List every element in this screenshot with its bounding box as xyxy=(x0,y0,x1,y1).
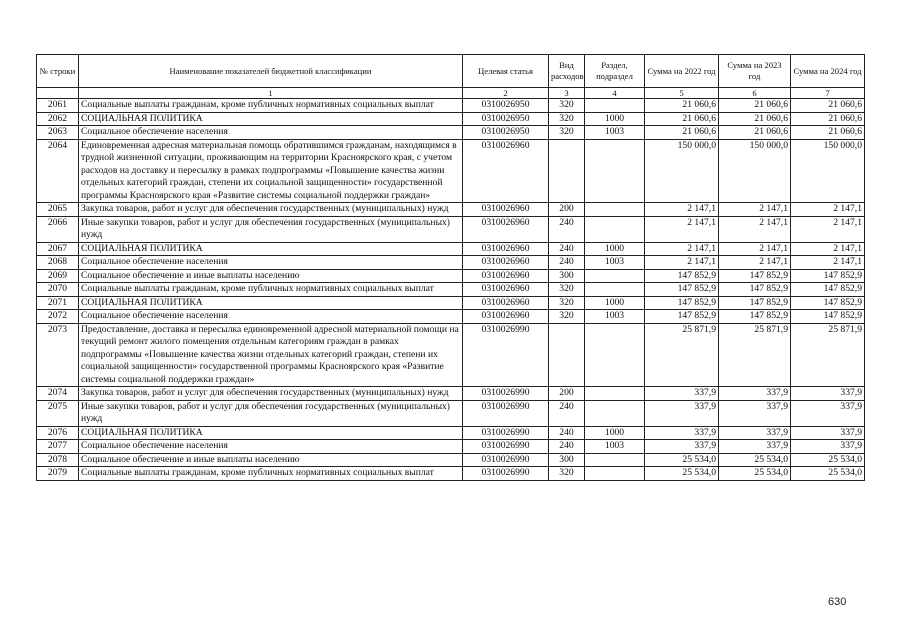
sum-2023: 147 852,9 xyxy=(719,296,791,310)
expense-type: 200 xyxy=(549,387,585,401)
section-code xyxy=(585,203,645,217)
sum-2023: 2 147,1 xyxy=(719,242,791,256)
section-code: 1003 xyxy=(585,126,645,140)
row-number: 2068 xyxy=(37,256,79,270)
column-number: 7 xyxy=(791,88,865,99)
sum-2024: 337,9 xyxy=(791,387,865,401)
sum-2024: 2 147,1 xyxy=(791,256,865,270)
sum-2023: 147 852,9 xyxy=(719,310,791,324)
row-number: 2073 xyxy=(37,323,79,387)
table-row xyxy=(37,467,865,481)
row-number: 2062 xyxy=(37,112,79,126)
section-code: 1000 xyxy=(585,112,645,126)
sum-2022: 25 534,0 xyxy=(645,467,719,481)
indicator-name: СОЦИАЛЬНАЯ ПОЛИТИКА xyxy=(79,242,463,256)
sum-2022: 337,9 xyxy=(645,440,719,454)
target-article: 0310026990 xyxy=(463,453,549,467)
sum-2024: 147 852,9 xyxy=(791,283,865,297)
column-number: 2 xyxy=(463,88,549,99)
sum-2024: 337,9 xyxy=(791,426,865,440)
row-number: 2071 xyxy=(37,296,79,310)
table-row xyxy=(37,256,865,270)
sum-2024: 147 852,9 xyxy=(791,310,865,324)
expense-type xyxy=(549,139,585,203)
target-article: 0310026960 xyxy=(463,216,549,242)
section-code: 1003 xyxy=(585,256,645,270)
header-sum-2022: Сумма на 2022 год xyxy=(645,55,719,88)
sum-2023: 2 147,1 xyxy=(719,256,791,270)
sum-2022: 150 000,0 xyxy=(645,139,719,203)
row-number: 2069 xyxy=(37,269,79,283)
sum-2024: 25 534,0 xyxy=(791,453,865,467)
indicator-name: Социальное обеспечение и иные выплаты населению xyxy=(79,453,463,467)
expense-type: 240 xyxy=(549,400,585,426)
expense-type: 320 xyxy=(549,467,585,481)
expense-type: 320 xyxy=(549,112,585,126)
table-row xyxy=(37,296,865,310)
expense-type: 240 xyxy=(549,216,585,242)
table-row xyxy=(37,139,865,203)
sum-2024: 21 060,6 xyxy=(791,112,865,126)
indicator-name: Социальные выплаты гражданам, кроме публичных нормативных социальных выплат xyxy=(79,467,463,481)
sum-2024: 337,9 xyxy=(791,440,865,454)
target-article: 0310026990 xyxy=(463,400,549,426)
row-number: 2078 xyxy=(37,453,79,467)
sum-2022: 2 147,1 xyxy=(645,242,719,256)
sum-2024: 21 060,6 xyxy=(791,126,865,140)
page-number: 630 xyxy=(828,596,847,608)
indicator-name: Предоставление, доставка и пересылка единовременной адресной материальной помощи на текущий ремонт жилого помещения отдельным категориям граждан в рамках подпрограммы «Повышение качества жизни отдельных категорий граждан, степени их социальной защищенности» государственной программы Красноярского края «Развитие системы социальной поддержки граждан» xyxy=(79,323,463,387)
sum-2022: 2 147,1 xyxy=(645,256,719,270)
table-header-row xyxy=(37,55,865,88)
indicator-name: Иные закупки товаров, работ и услуг для обеспечения государственных (муниципальных) нужд xyxy=(79,216,463,242)
sum-2022: 147 852,9 xyxy=(645,310,719,324)
expense-type: 240 xyxy=(549,256,585,270)
table-row xyxy=(37,99,865,113)
row-number: 2063 xyxy=(37,126,79,140)
expense-type: 240 xyxy=(549,426,585,440)
indicator-name: Социальное обеспечение населения xyxy=(79,126,463,140)
sum-2022: 25 534,0 xyxy=(645,453,719,467)
row-number: 2072 xyxy=(37,310,79,324)
sum-2023: 21 060,6 xyxy=(719,126,791,140)
sum-2022: 337,9 xyxy=(645,426,719,440)
indicator-name: Социальное обеспечение населения xyxy=(79,440,463,454)
expense-type: 240 xyxy=(549,242,585,256)
column-number: 5 xyxy=(645,88,719,99)
target-article: 0310026950 xyxy=(463,99,549,113)
section-code xyxy=(585,99,645,113)
row-number: 2067 xyxy=(37,242,79,256)
sum-2024: 147 852,9 xyxy=(791,269,865,283)
indicator-name: Единовременная адресная материальная помощь обратившимся гражданам, находящимся в трудной жизненной ситуации, проживающим на территории Красноярского края, с учетом расходов на доставку и пересылку в рамках подпрограммы «Повышение качества жизни отдельных категорий граждан, степени их социальной защищенности» государственной программы Красноярского края «Развитие системы социальной поддержки граждан» xyxy=(79,139,463,203)
section-code: 1003 xyxy=(585,440,645,454)
sum-2022: 21 060,6 xyxy=(645,126,719,140)
table-row xyxy=(37,112,865,126)
sum-2023: 21 060,6 xyxy=(719,112,791,126)
section-code xyxy=(585,139,645,203)
indicator-name: Закупка товаров, работ и услуг для обеспечения государственных (муниципальных) нужд xyxy=(79,387,463,401)
row-number: 2061 xyxy=(37,99,79,113)
indicator-name: Иные закупки товаров, работ и услуг для обеспечения государственных (муниципальных) нужд xyxy=(79,400,463,426)
target-article: 0310026960 xyxy=(463,283,549,297)
row-number: 2074 xyxy=(37,387,79,401)
expense-type: 200 xyxy=(549,203,585,217)
indicator-name: СОЦИАЛЬНАЯ ПОЛИТИКА xyxy=(79,426,463,440)
target-article: 0310026990 xyxy=(463,387,549,401)
target-article: 0310026950 xyxy=(463,112,549,126)
header-row-number: № строки xyxy=(37,55,79,88)
header-sum-2023: Сумма на 2023 год xyxy=(719,55,791,88)
row-number: 2064 xyxy=(37,139,79,203)
table-row xyxy=(37,203,865,217)
header-section: Раздел, подраздел xyxy=(585,55,645,88)
sum-2024: 2 147,1 xyxy=(791,242,865,256)
sum-2022: 147 852,9 xyxy=(645,296,719,310)
sum-2023: 337,9 xyxy=(719,387,791,401)
section-code xyxy=(585,467,645,481)
sum-2024: 2 147,1 xyxy=(791,203,865,217)
target-article: 0310026960 xyxy=(463,296,549,310)
indicator-name: Социальное обеспечение населения xyxy=(79,310,463,324)
sum-2023: 337,9 xyxy=(719,440,791,454)
budget-table xyxy=(36,54,865,481)
target-article: 0310026950 xyxy=(463,126,549,140)
expense-type: 320 xyxy=(549,310,585,324)
sum-2024: 150 000,0 xyxy=(791,139,865,203)
sum-2023: 25 871,9 xyxy=(719,323,791,387)
header-indicator-name: Наименование показателей бюджетной классификации xyxy=(79,55,463,88)
table-row xyxy=(37,126,865,140)
sum-2022: 337,9 xyxy=(645,400,719,426)
target-article: 0310026960 xyxy=(463,242,549,256)
indicator-name: Социальное обеспечение и иные выплаты населению xyxy=(79,269,463,283)
header-expense-type: Вид расходов xyxy=(549,55,585,88)
table-body xyxy=(37,99,865,481)
sum-2024: 25 534,0 xyxy=(791,467,865,481)
table-row xyxy=(37,269,865,283)
sum-2022: 337,9 xyxy=(645,387,719,401)
table-row xyxy=(37,323,865,387)
section-code xyxy=(585,283,645,297)
sum-2024: 21 060,6 xyxy=(791,99,865,113)
indicator-name: Социальные выплаты гражданам, кроме публичных нормативных социальных выплат xyxy=(79,99,463,113)
target-article: 0310026990 xyxy=(463,467,549,481)
target-article: 0310026960 xyxy=(463,310,549,324)
sum-2022: 21 060,6 xyxy=(645,99,719,113)
row-number: 2075 xyxy=(37,400,79,426)
expense-type: 300 xyxy=(549,453,585,467)
section-code xyxy=(585,269,645,283)
column-number-row xyxy=(37,88,865,99)
sum-2023: 2 147,1 xyxy=(719,203,791,217)
expense-type: 320 xyxy=(549,126,585,140)
expense-type: 300 xyxy=(549,269,585,283)
section-code xyxy=(585,323,645,387)
sum-2023: 147 852,9 xyxy=(719,269,791,283)
sum-2023: 150 000,0 xyxy=(719,139,791,203)
indicator-name: Социальное обеспечение населения xyxy=(79,256,463,270)
expense-type xyxy=(549,323,585,387)
row-number: 2065 xyxy=(37,203,79,217)
sum-2024: 2 147,1 xyxy=(791,216,865,242)
sum-2023: 337,9 xyxy=(719,400,791,426)
header-target-article: Целевая статья xyxy=(463,55,549,88)
indicator-name: СОЦИАЛЬНАЯ ПОЛИТИКА xyxy=(79,296,463,310)
target-article: 0310026960 xyxy=(463,203,549,217)
target-article: 0310026990 xyxy=(463,323,549,387)
indicator-name: Социальные выплаты гражданам, кроме публичных нормативных социальных выплат xyxy=(79,283,463,297)
sum-2022: 2 147,1 xyxy=(645,203,719,217)
column-number: 4 xyxy=(585,88,645,99)
section-code xyxy=(585,387,645,401)
expense-type: 240 xyxy=(549,440,585,454)
section-code: 1003 xyxy=(585,310,645,324)
sum-2022: 147 852,9 xyxy=(645,283,719,297)
section-code xyxy=(585,400,645,426)
expense-type: 320 xyxy=(549,99,585,113)
sum-2023: 25 534,0 xyxy=(719,467,791,481)
sum-2023: 21 060,6 xyxy=(719,99,791,113)
table-row xyxy=(37,387,865,401)
row-number: 2066 xyxy=(37,216,79,242)
sum-2024: 337,9 xyxy=(791,400,865,426)
table-row xyxy=(37,242,865,256)
row-number: 2079 xyxy=(37,467,79,481)
indicator-name: Закупка товаров, работ и услуг для обеспечения государственных (муниципальных) нужд xyxy=(79,203,463,217)
table-row xyxy=(37,400,865,426)
table-row xyxy=(37,310,865,324)
section-code xyxy=(585,216,645,242)
target-article: 0310026960 xyxy=(463,256,549,270)
sum-2024: 147 852,9 xyxy=(791,296,865,310)
expense-type: 320 xyxy=(549,296,585,310)
section-code xyxy=(585,453,645,467)
column-number: 6 xyxy=(719,88,791,99)
target-article: 0310026990 xyxy=(463,426,549,440)
header-sum-2024: Сумма на 2024 год xyxy=(791,55,865,88)
sum-2022: 2 147,1 xyxy=(645,216,719,242)
column-number xyxy=(37,88,79,99)
table-row xyxy=(37,283,865,297)
row-number: 2070 xyxy=(37,283,79,297)
sum-2024: 25 871,9 xyxy=(791,323,865,387)
table-row xyxy=(37,216,865,242)
column-number: 1 xyxy=(79,88,463,99)
table-row xyxy=(37,440,865,454)
section-code: 1000 xyxy=(585,296,645,310)
sum-2022: 25 871,9 xyxy=(645,323,719,387)
section-code: 1000 xyxy=(585,242,645,256)
column-number: 3 xyxy=(549,88,585,99)
target-article: 0310026960 xyxy=(463,269,549,283)
sum-2023: 2 147,1 xyxy=(719,216,791,242)
section-code: 1000 xyxy=(585,426,645,440)
sum-2023: 337,9 xyxy=(719,426,791,440)
sum-2023: 147 852,9 xyxy=(719,283,791,297)
target-article: 0310026990 xyxy=(463,440,549,454)
sum-2023: 25 534,0 xyxy=(719,453,791,467)
indicator-name: СОЦИАЛЬНАЯ ПОЛИТИКА xyxy=(79,112,463,126)
table-row xyxy=(37,426,865,440)
sum-2022: 147 852,9 xyxy=(645,269,719,283)
target-article: 0310026960 xyxy=(463,139,549,203)
expense-type: 320 xyxy=(549,283,585,297)
sum-2022: 21 060,6 xyxy=(645,112,719,126)
row-number: 2076 xyxy=(37,426,79,440)
row-number: 2077 xyxy=(37,440,79,454)
table-row xyxy=(37,453,865,467)
